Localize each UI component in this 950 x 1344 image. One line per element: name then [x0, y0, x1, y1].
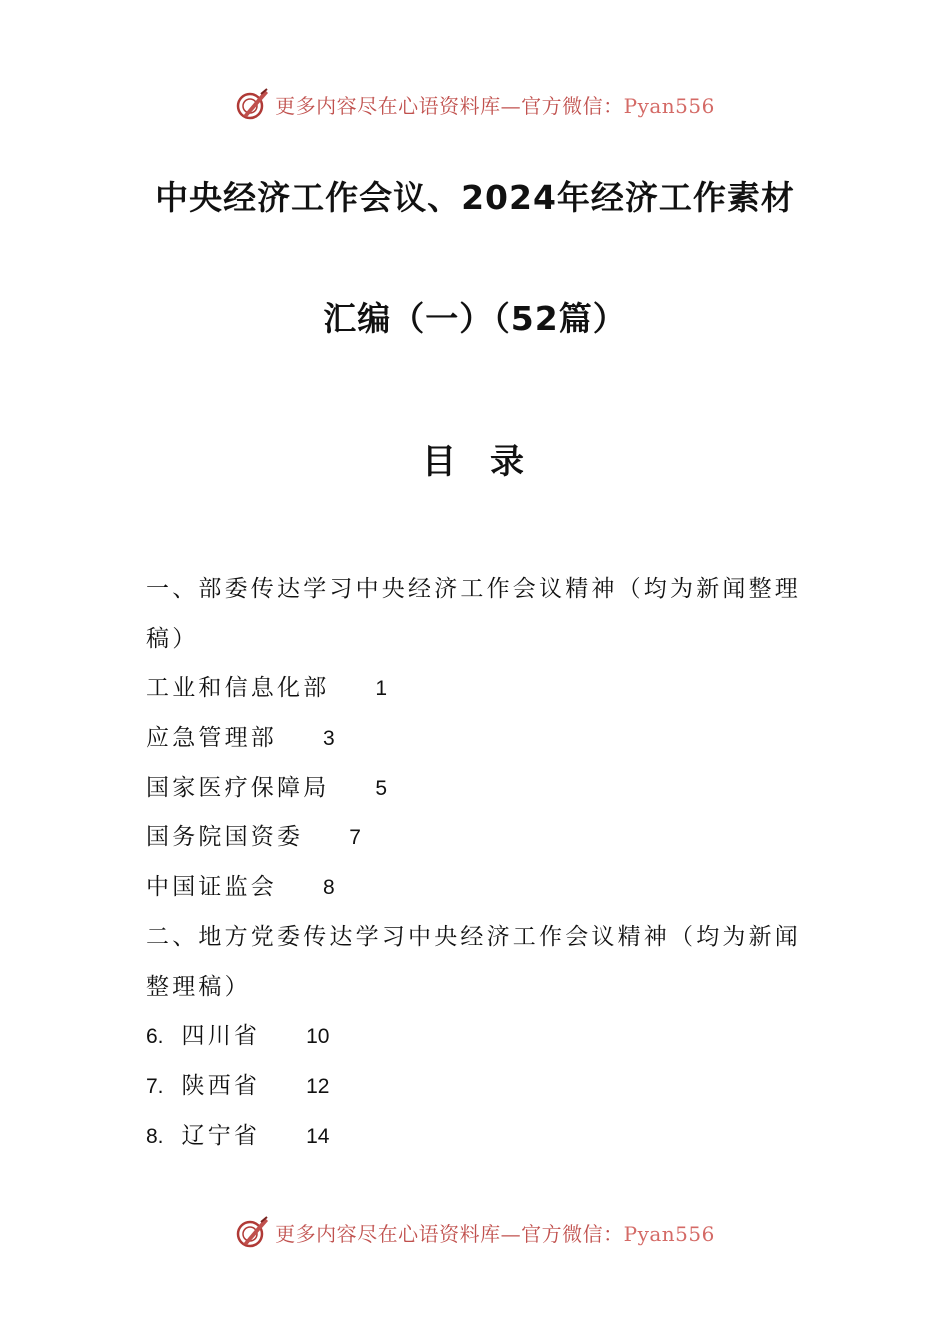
quill-logo-icon — [235, 1214, 271, 1250]
toc-entry-number: 6. — [146, 1025, 164, 1049]
toc-entry-page: 10 — [306, 1025, 330, 1049]
watermark-text — [275, 90, 715, 119]
document-title-line-2: 汇编（一）（52篇） — [323, 299, 627, 338]
toc-entry-number: 8. — [146, 1124, 164, 1148]
watermark-main-text: 更多内容尽在心语资料库—官方微信： — [275, 93, 624, 118]
quill-logo-icon — [235, 86, 271, 122]
toc-entry-page: 14 — [306, 1124, 330, 1148]
toc-section-1-heading-cont: 稿） — [146, 625, 199, 652]
toc-entry-label: 陕西省 — [181, 1072, 261, 1099]
toc-entry-number: 7. — [146, 1074, 164, 1098]
toc-entry-label: 四川省 — [181, 1023, 261, 1050]
toc-entry-label: 国家医疗保障局 — [146, 774, 330, 801]
toc-entry-page: 1 — [375, 677, 388, 701]
toc-section-2-heading-cont: 整理稿） — [146, 973, 251, 1000]
toc-entry-page: 8 — [323, 876, 335, 900]
toc-entry[interactable] — [146, 813, 816, 863]
footer-watermark — [0, 1210, 950, 1254]
toc-entry-label: 中国证监会 — [146, 874, 277, 901]
watermark-text — [275, 1218, 715, 1247]
toc-section-2-heading: 二、地方党委传达学习中央经济工作会议精神（均为新闻 — [146, 923, 801, 950]
toc-entry[interactable] — [146, 1012, 816, 1062]
toc-entry[interactable] — [146, 714, 816, 764]
toc-entry[interactable] — [146, 664, 816, 714]
header-watermark — [0, 82, 950, 126]
watermark-wechat-id: Pyan556 — [623, 1221, 715, 1246]
watermark-wechat-id: Pyan556 — [623, 93, 715, 118]
watermark-main-text: 更多内容尽在心语资料库—官方微信： — [275, 1221, 624, 1246]
table-of-contents — [146, 565, 816, 1161]
toc-heading: 目录 — [422, 442, 558, 482]
toc-entry-page: 3 — [323, 727, 335, 751]
toc-entry-page: 12 — [306, 1074, 330, 1098]
toc-entry[interactable] — [146, 863, 816, 913]
toc-entry-label: 应急管理部 — [146, 725, 277, 752]
toc-entry-label: 国务院国资委 — [146, 824, 304, 851]
toc-entry-label: 辽宁省 — [181, 1122, 261, 1149]
toc-entry-page: 7 — [349, 826, 361, 850]
toc-entry[interactable] — [146, 1062, 816, 1112]
document-title-line-1: 中央经济工作会议、2024年经济工作素材 — [155, 178, 795, 217]
toc-entry-label: 工业和信息化部 — [146, 675, 330, 702]
toc-section-1-heading: 一、部委传达学习中央经济工作会议精神（均为新闻整理 — [146, 576, 801, 602]
toc-entry[interactable] — [146, 764, 816, 814]
toc-entry-page: 5 — [375, 776, 388, 800]
toc-entry[interactable] — [146, 1112, 816, 1162]
